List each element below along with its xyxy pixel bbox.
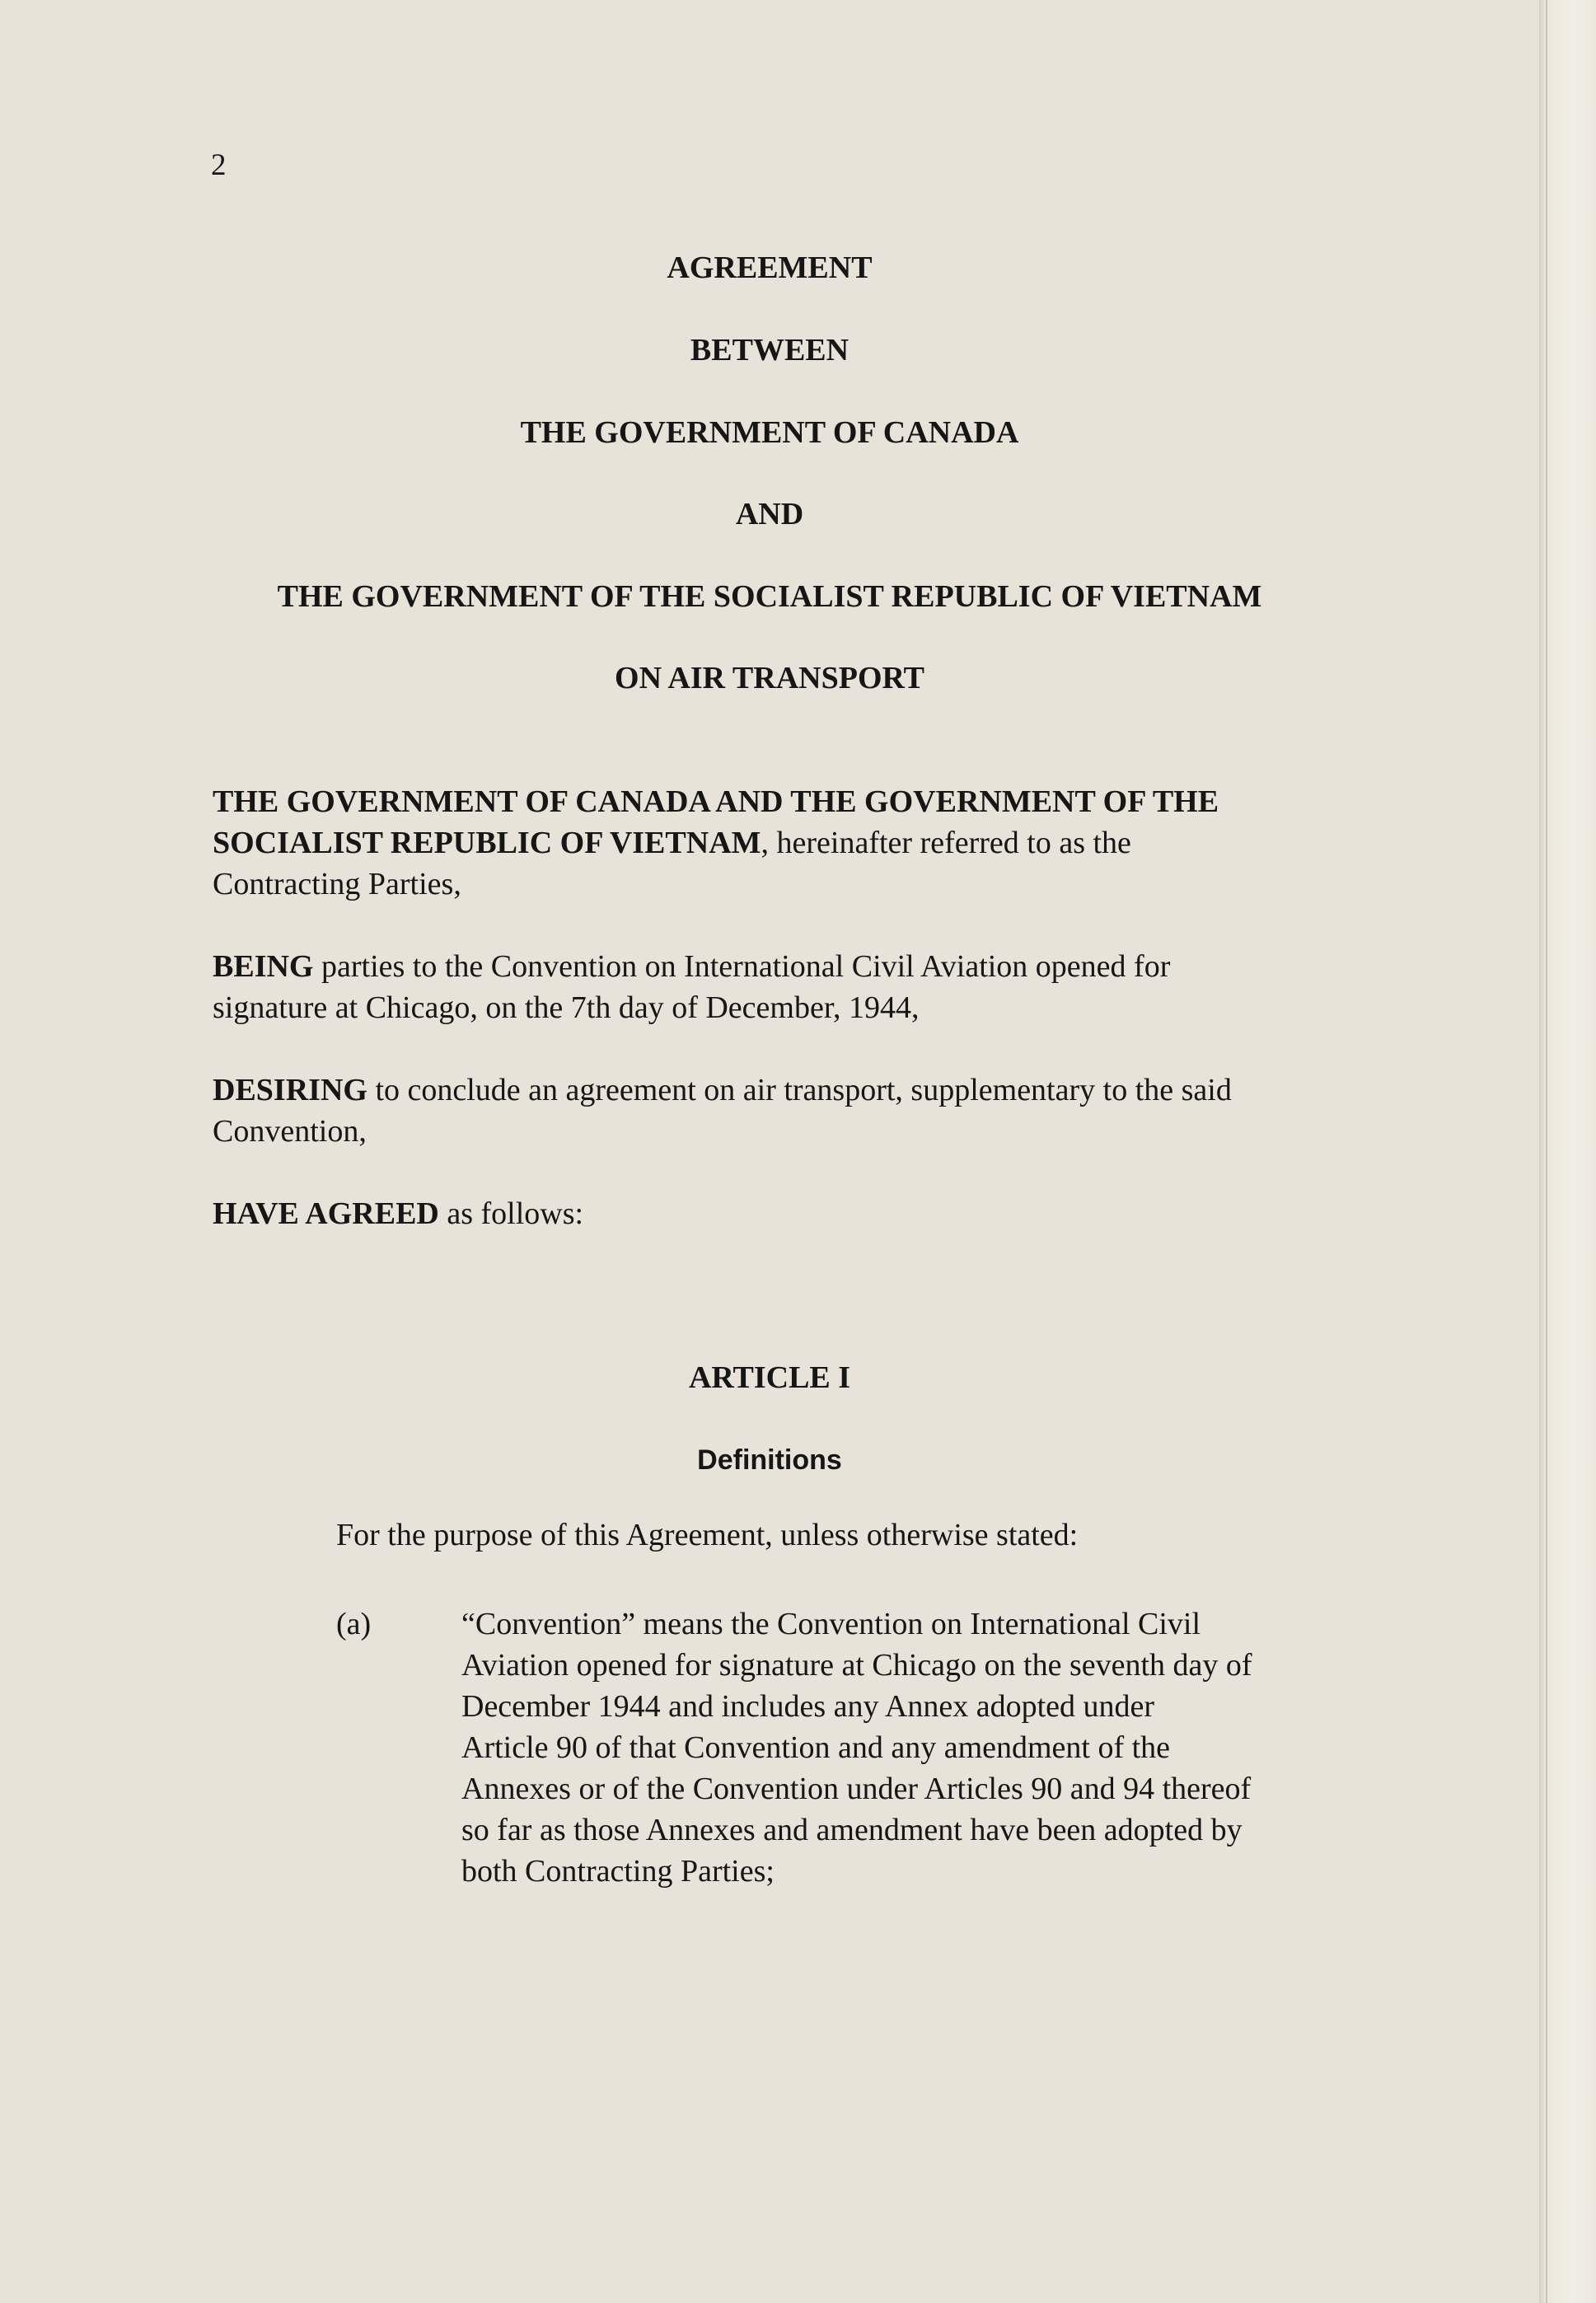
page-number: 2	[211, 148, 227, 182]
preamble-parties-bold-2: SOCIALIST REPUBLIC OF VIETNAM	[213, 826, 761, 860]
article-heading: ARTICLE I	[688, 1360, 851, 1395]
preamble-parties-rest-2: Contracting Parties,	[213, 867, 461, 901]
definition-text	[461, 1603, 1252, 1892]
preamble-desiring	[213, 1070, 1366, 1152]
title-between: BETWEEN	[690, 333, 849, 367]
page-edge-line	[1546, 0, 1547, 2303]
preamble-desiring-rest-1: to conclude an agreement on air transport, supplementary to the said	[367, 1073, 1232, 1107]
definition-line: “Convention” means the Convention on International Civil	[461, 1607, 1201, 1641]
preamble-agreed-rest: as follows:	[438, 1196, 584, 1231]
preamble-agreed-bold: HAVE AGREED	[213, 1196, 439, 1231]
preamble-being	[213, 946, 1366, 1028]
definition-line: both Contracting Parties;	[461, 1854, 775, 1889]
preamble-parties-rest-1: , hereinafter referred to as the	[761, 826, 1131, 860]
title-government-vietnam: THE GOVERNMENT OF THE SOCIALIST REPUBLIC OF VIETNAM	[277, 579, 1262, 614]
article-intro: For the purpose of this Agreement, unless otherwise stated:	[336, 1518, 1079, 1552]
title-agreement: AGREEMENT	[667, 250, 873, 285]
title-air-transport: ON AIR TRANSPORT	[615, 661, 924, 695]
definition-line: Article 90 of that Convention and any amendment of the	[461, 1730, 1171, 1765]
preamble-being-rest-2: signature at Chicago, on the 7th day of December, 1944,	[213, 990, 920, 1025]
definition-line: Annexes or of the Convention under Articles 90 and 94 thereof	[461, 1772, 1252, 1806]
preamble-being-bold: BEING	[213, 949, 314, 984]
preamble-parties	[213, 781, 1366, 905]
title-government-canada: THE GOVERNMENT OF CANADA	[520, 415, 1019, 450]
preamble-being-rest-1: parties to the Convention on International Civil Aviation opened for	[313, 949, 1171, 984]
page-edge-shadow	[1539, 0, 1596, 2303]
preamble-parties-bold-1: THE GOVERNMENT OF CANADA AND THE GOVERNMENT OF THE	[213, 784, 1219, 819]
article-subheading: Definitions	[697, 1444, 842, 1476]
definition-line: so far as those Annexes and amendment have been adopted by	[461, 1813, 1243, 1847]
preamble-desiring-bold: DESIRING	[213, 1073, 367, 1107]
definition-line: December 1944 and includes any Annex adopted under	[461, 1689, 1155, 1724]
preamble-agreed	[213, 1193, 1366, 1234]
definition-line: Aviation opened for signature at Chicago on the seventh day of	[461, 1648, 1252, 1683]
definition-marker: (a)	[336, 1607, 372, 1641]
preamble-desiring-rest-2: Convention,	[213, 1114, 367, 1149]
title-and: AND	[735, 497, 804, 531]
